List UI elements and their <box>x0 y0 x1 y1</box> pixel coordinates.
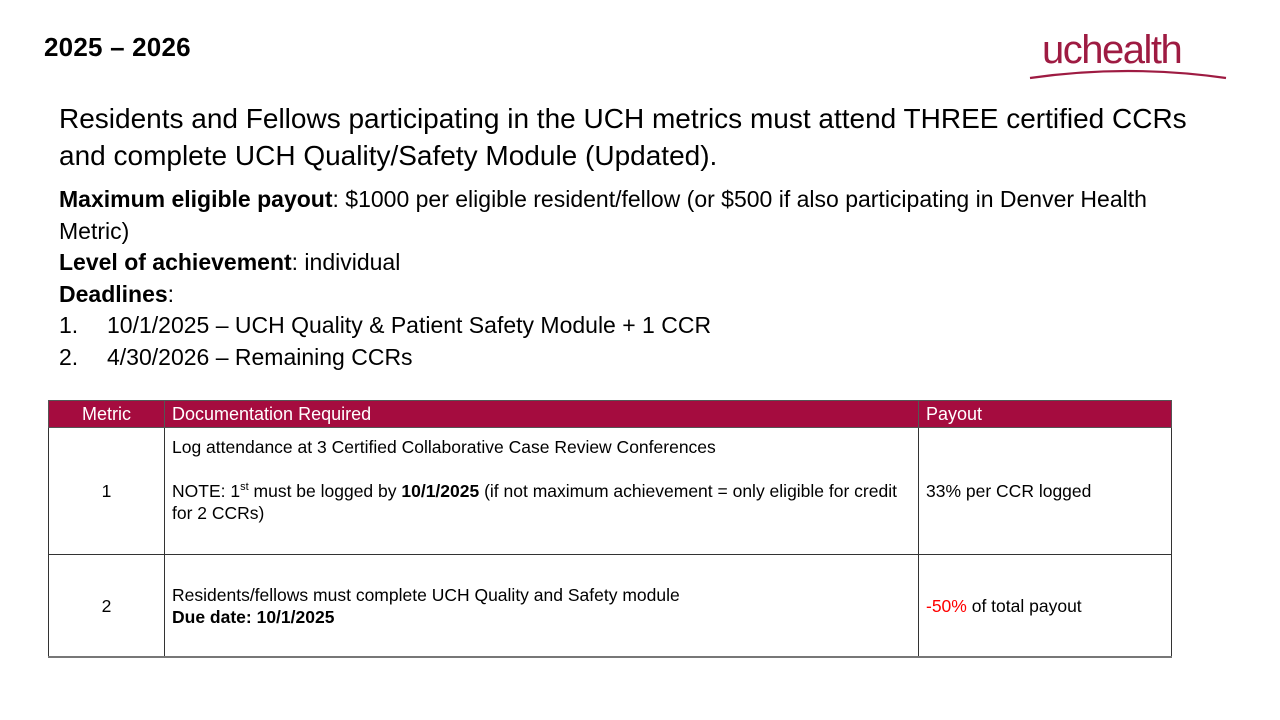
intro-statement: Residents and Fellows participating in the UCH metrics must attend THREE certified CCRs and complete UCH Quality/Safety Module (Updated). <box>59 103 1187 171</box>
metric-number: 1 <box>49 428 165 555</box>
metric-number: 2 <box>49 555 165 658</box>
documentation-text: Residents/fellows must complete UCH Quality and Safety module <box>172 584 680 605</box>
table-header-row <box>49 401 1172 428</box>
column-header-payout: Payout <box>919 401 1172 428</box>
deadline-text: 10/1/2025 – UCH Quality & Patient Safety Module + 1 CCR <box>107 312 712 338</box>
documentation-cell <box>165 555 919 658</box>
uchealth-logo <box>1028 28 1228 82</box>
table-row <box>49 428 1172 555</box>
deadlines-heading: Deadlines: <box>59 280 175 307</box>
program-details <box>59 184 1189 373</box>
year-range-title: 2025 – 2026 <box>44 32 191 62</box>
level-line <box>59 247 1189 279</box>
documentation-cell <box>165 428 919 555</box>
logo-wordmark: uchealth <box>1042 28 1182 72</box>
level-label: Level of achievement <box>59 249 292 275</box>
level-value: : individual <box>291 249 401 275</box>
column-header-documentation: Documentation Required <box>165 401 919 428</box>
logo-arc-icon <box>1028 34 1228 82</box>
deadline-number: 1. <box>59 312 79 338</box>
documentation-text: Log attendance at 3 Certified Collaborative Case Review Conferences <box>172 437 716 457</box>
deadline-item <box>59 342 1189 374</box>
documentation-note: NOTE: 1st must be logged by 10/1/2025 (if not maximum achievement = only eligible for credit for 2 CCRs) <box>172 481 897 523</box>
deadlines-label: Deadlines <box>59 280 168 307</box>
due-date: Due date: 10/1/2025 <box>172 606 335 627</box>
max-payout-line <box>59 184 1189 247</box>
metrics-table <box>48 400 1172 658</box>
payout-penalty: -50% <box>926 595 967 616</box>
deadline-number: 2. <box>59 343 79 370</box>
payout-cell: 33% per CCR logged <box>919 428 1172 555</box>
payout-cell: -50% of total payout <box>919 555 1172 658</box>
column-header-metric: Metric <box>49 401 165 428</box>
deadline-item <box>59 310 1189 342</box>
table-row <box>49 555 1172 658</box>
max-payout-value: : $1000 per eligible resident/fellow (or $500 if also participating in Denver Health Metric) <box>59 186 1147 244</box>
max-payout-label: Maximum eligible payout <box>59 186 333 212</box>
deadline-text: 4/30/2026 – Remaining CCRs <box>107 343 413 370</box>
